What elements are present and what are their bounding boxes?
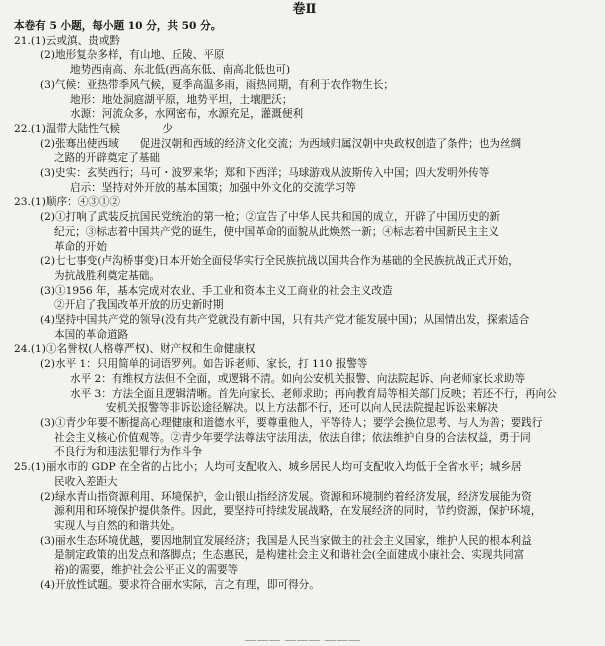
answer-line: (4)坚持中国共产党的领导(没有共产党就没有新中国，只有共产党才能发展中国)；从国情出发，探索适合 [40, 314, 530, 327]
answer-line: 实现人与自然的和谐共处。 [54, 519, 182, 532]
answer-line: 之路的开辟奠定了基础 [54, 152, 160, 165]
answer-line: 地势西南高、东北低(西高东低、南高北低也可) [70, 64, 291, 77]
answer-line: ②开启了我国改革开放的历史新时期 [54, 299, 224, 312]
answer-line: 本国的革命道路 [54, 328, 129, 341]
answer-line: 水平 2：有维权方法但不全面，或逻辑不清。如向公安机关报警、向法院起诉、向老师家长求助等 [70, 372, 526, 385]
answer-body [14, 34, 595, 593]
answer-line: 民收入差距大 [54, 475, 118, 488]
answer-line: 不良行为和违法犯罪行为作斗争 [54, 446, 203, 459]
instructions: 本卷有 5 小题，每小题 10 分，共 50 分。 [14, 20, 222, 32]
answer-line: (2)七七事变(卢沟桥事变)日本开始全面侵华实行全民族抗战以国共合作为基础的全民族抗战正式开始， [40, 255, 519, 268]
answer-line: (2)张骞出使西域 促进汉朝和西域的经济文化交流；为西域归属汉朝中央政权创造了条件；也为丝绸 [40, 137, 522, 150]
answer-line: 启示：坚持对外开放的基本国策；加强中外文化的交流学习等 [70, 181, 357, 194]
answer-line: 地形：地处洞庭湖平原，地势平坦，土壤肥沃； [70, 93, 293, 106]
answer-line: 裕)的需要，维护社会公平正义的需要等 [54, 564, 239, 577]
answer-line: 24.(1)①名誉权(人格尊严权)、财产权和生命健康权 [14, 343, 256, 356]
answer-line: 是制定政策的出发点和落脚点；生态惠民，是构建社会主义和谐社会(全面建成小康社会、实现共同富 [54, 549, 525, 562]
answer-line: (3)丽水生态环境优越，要因地制宜发展经济；我国是人民当家做主的社会主义国家，维护人民的根本利益 [40, 534, 532, 547]
answer-line: 21.(1)云或滇、贵或黔 [14, 34, 121, 47]
answer-line: (4)开放性试题。要求符合丽水实际，言之有理，即可得分。 [40, 578, 320, 591]
page-footer-fragment: ——— ——— ——— [244, 634, 361, 646]
answer-line: (3)史实：玄奘西行；马可・波罗来华；郑和下西洋；马球游戏从波斯传入中国；四大发明外传等 [40, 167, 490, 180]
answer-line: (2)水平 1：只用简单的词语罗列。如告诉老师、家长，打 110 报警等 [40, 358, 368, 371]
answer-line: 23.(1)顺序：④③①② [14, 196, 121, 209]
answer-line: 社会主义核心价值观等。②青少年要学法尊法守法用法，依法自律；依法维护自身的合法权益，勇于同 [54, 431, 531, 444]
answer-line: (2)绿水青山指资源利用、环境保护，金山银山指经济发展。资源和环境制约着经济发展，经济发展能为资 [40, 490, 532, 503]
answer-line: (2)地形复杂多样，有山地、丘陵、平原 [40, 49, 225, 62]
answer-line: 水平 3：方法全面且逻辑清晰。首先向家长、老师求助；再向教育局等相关部门反映；若还不行，再向公 [70, 387, 557, 400]
answer-line: (3)①青少年要不断提高心理健康和道德水平，要尊重他人，平等待人；要学会换位思考、与人为善；要践行 [40, 416, 543, 429]
answer-line: (3)气候：亚热带季风气候，夏季高温多雨，雨热同期，有利于农作物生长； [40, 78, 395, 91]
answer-line: 为抗战胜利奠定基础。 [54, 269, 160, 282]
answer-line: 水源：河流众多，水网密布，水源充足，灌溉便利 [70, 108, 304, 121]
section-title: 卷Ⅱ [292, 2, 317, 17]
answer-line: (2)①打响了武装反抗国民党统治的第一枪；②宣告了中华人民共和国的成立，开辟了中国历史的新 [40, 211, 500, 224]
answer-line: 22.(1)温带大陆性气候 少 [14, 122, 173, 135]
answer-line: (3)①1956 年，基本完成对农业、手工业和资本主义工商业的社会主义改造 [40, 284, 393, 297]
answer-line: 革命的开始 [54, 240, 107, 253]
answer-line: 安机关报警等非诉讼途径解决。以上方法都不行，还可以向人民法院提起诉讼来解决 [106, 402, 498, 415]
answer-line: 纪元；③标志着中国共产党的诞生，使中国革命的面貌从此焕然一新；④标志着中国新民主主义 [54, 225, 499, 238]
answer-line: 源利用和环境保护提供条件。因此，要坚持可持续发展战略，在发展经济的同时，节约资源，保护环境， [54, 505, 542, 518]
answer-line: 25.(1)丽水市的 GDP 在全省的占比小；人均可支配收入、城乡居民人均可支配收入均低于全省水平；城乡居 [14, 461, 522, 474]
